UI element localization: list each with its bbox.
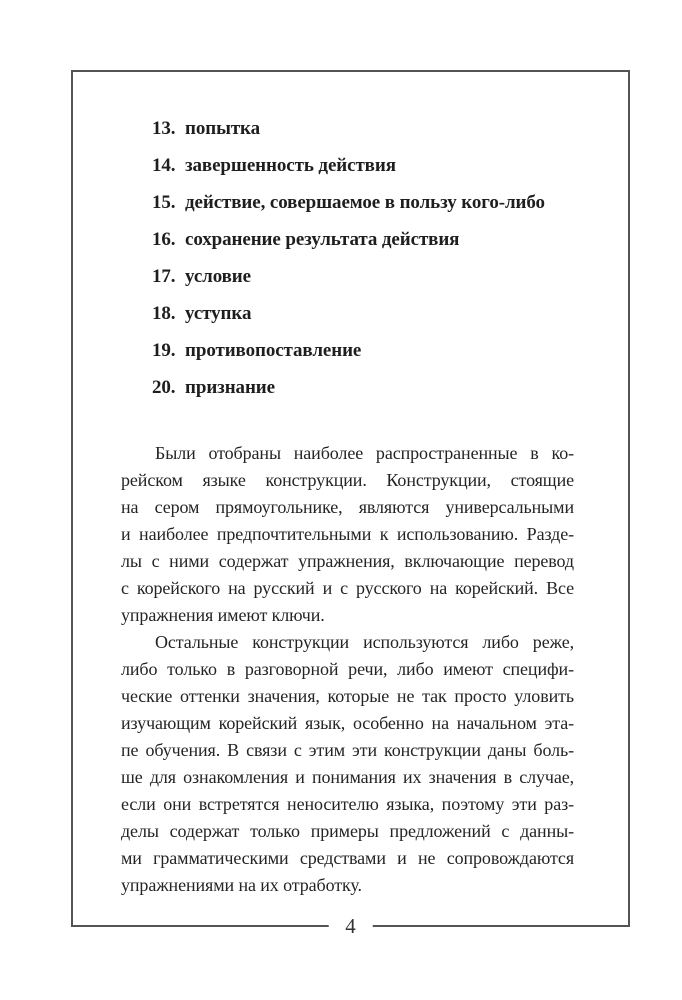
- text-line: упражнениями на их отработку.: [121, 875, 362, 895]
- list-item: [121, 258, 574, 295]
- paragraph-1: [121, 440, 574, 629]
- text-line: рейском языке конструкции. Конструкции, стоящие: [121, 470, 574, 490]
- list-item-number: 20.: [152, 377, 176, 398]
- page-number: 4: [328, 912, 373, 940]
- text-line: и наиболее предпочтительными к использованию. Разде-: [121, 524, 574, 544]
- list-item: [121, 332, 574, 369]
- text-line: пе обучения. В связи с этим эти конструкции даны боль-: [121, 740, 574, 760]
- list-item-label: сохранение результата действия: [185, 229, 460, 250]
- list-item: [121, 295, 574, 332]
- list-item-number: 15.: [152, 192, 176, 213]
- list-item-number: 18.: [152, 303, 176, 324]
- list-item-label: противопоставление: [185, 340, 362, 361]
- list-item-label: признание: [185, 377, 275, 398]
- list-item: [121, 110, 574, 147]
- list-item-label: завершенность действия: [185, 155, 396, 176]
- list-item-number: 13.: [152, 118, 176, 139]
- list-item-number: 17.: [152, 266, 176, 287]
- list-item-label: условие: [185, 266, 251, 287]
- text-line: либо только в разговорной речи, либо имеют специфи-: [121, 659, 574, 679]
- page-frame: [71, 70, 630, 938]
- list-item: [121, 221, 574, 258]
- text-line: ше для ознакомления и понимания их значения в случае,: [121, 767, 574, 787]
- text-line: ми грамматическими средствами и не сопровождаются: [121, 848, 574, 868]
- list-item: [121, 147, 574, 184]
- text-line: Были отобраны наиболее распространенные в ко-: [155, 443, 574, 463]
- text-line: ческие оттенки значения, которые не так просто уловить: [121, 686, 574, 706]
- text-line: делы содержат только примеры предложений с данны-: [121, 821, 574, 841]
- list-item: [121, 184, 574, 221]
- text-line: на сером прямоугольнике, являются универсальными: [121, 497, 574, 517]
- list-item-number: 14.: [152, 155, 176, 176]
- text-line: Остальные конструкции используются либо реже,: [155, 632, 574, 652]
- page-content: [73, 72, 628, 899]
- list-item-number: 16.: [152, 229, 176, 250]
- text-line: с корейского на русский и с русского на корейский. Все: [121, 578, 574, 598]
- list-item: [121, 369, 574, 406]
- text-line: упражнения имеют ключи.: [121, 605, 325, 625]
- text-line: лы с ними содержат упражнения, включающие перевод: [121, 551, 574, 571]
- text-line: изучающим корейский язык, особенно на начальном эта-: [121, 713, 574, 733]
- text-line: если они встретятся неносителю языка, поэтому эти раз-: [121, 794, 574, 814]
- paragraph-2: [121, 629, 574, 899]
- list-item-label: уступка: [185, 303, 252, 324]
- paragraphs: [121, 440, 574, 899]
- list-item-label: попытка: [185, 118, 261, 139]
- list-item-label: действие, совершаемое в пользу кого-либо: [185, 192, 545, 213]
- list-item-number: 19.: [152, 340, 176, 361]
- numbered-list: [121, 110, 574, 406]
